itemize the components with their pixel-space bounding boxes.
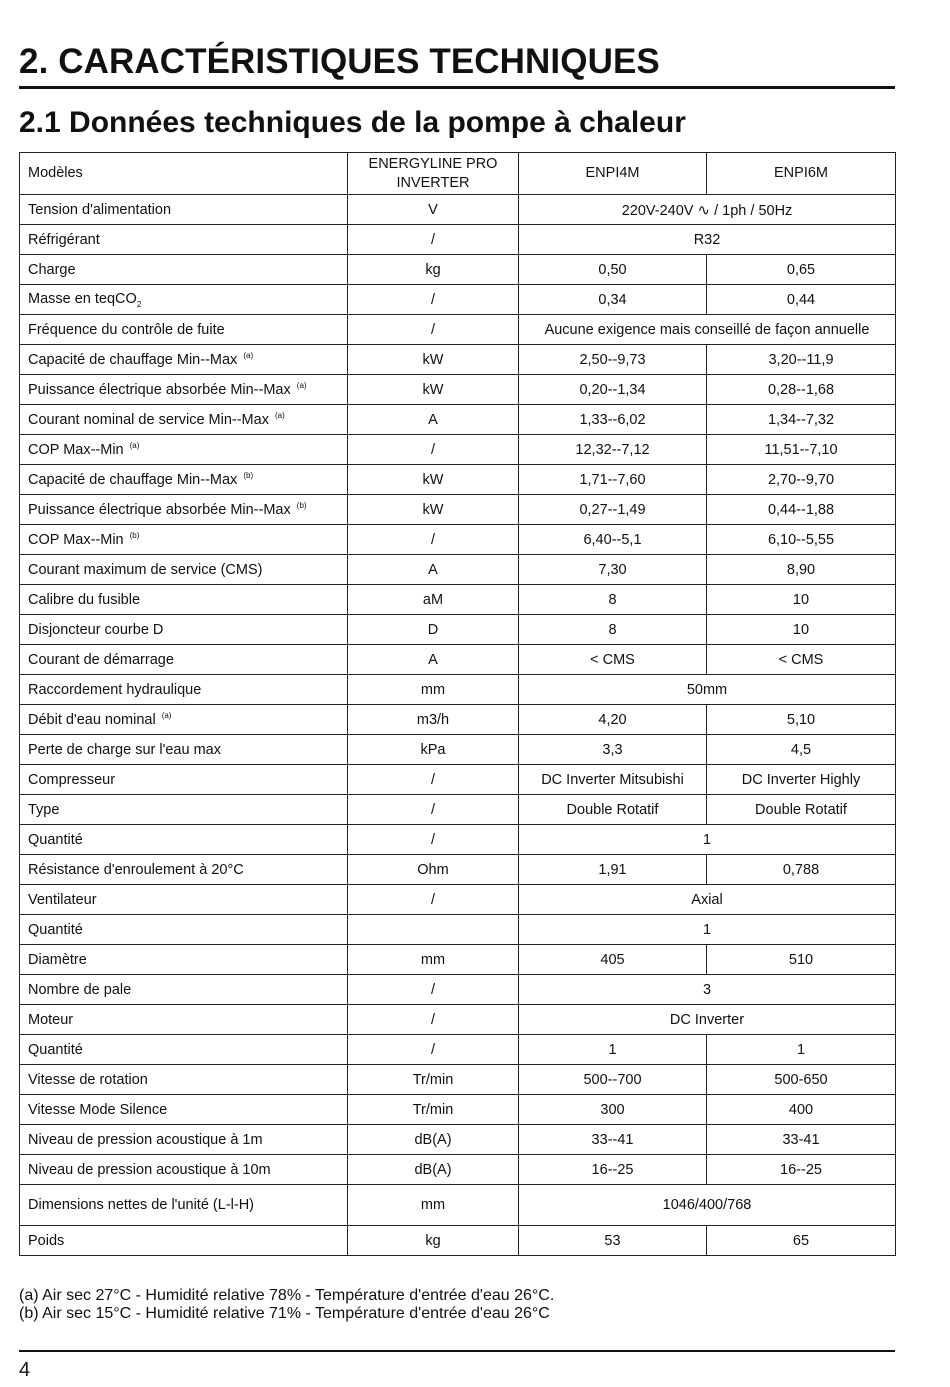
heading-rule	[19, 86, 895, 89]
row-label	[20, 615, 348, 645]
row-label-text: Poids	[28, 1232, 65, 1249]
row-label	[20, 1155, 348, 1185]
row-value-shared	[519, 825, 896, 855]
footnote-marker: (a)	[129, 441, 140, 450]
row-label-text: Résistance d'enroulement à 20°C	[28, 861, 244, 878]
table-row	[20, 615, 896, 645]
header-range	[348, 153, 519, 195]
table-row	[20, 585, 896, 615]
row-value-text: DC Inverter	[669, 1011, 745, 1028]
row-value-model-1: 1,71--7,60	[519, 465, 707, 495]
table-row	[20, 375, 896, 405]
row-value-model-1: 12,32--7,12	[519, 435, 707, 465]
row-value-model-2: 0,44	[707, 285, 896, 315]
row-label	[20, 435, 348, 465]
row-value-model-2: 2,70--9,70	[707, 465, 896, 495]
row-value-model-1: 8	[519, 585, 707, 615]
row-label	[20, 885, 348, 915]
row-value-model-2: < CMS	[707, 645, 896, 675]
row-label-text: Vitesse de rotation	[28, 1071, 148, 1088]
row-value-model-2: 0,65	[707, 255, 896, 285]
row-value-model-1: < CMS	[519, 645, 707, 675]
row-value-model-1: 405	[519, 945, 707, 975]
row-label	[20, 1226, 348, 1256]
row-value-model-2: 4,5	[707, 735, 896, 765]
row-label	[20, 375, 348, 405]
row-label-text: Puissance électrique absorbée Min--Max	[28, 502, 291, 518]
row-label	[20, 465, 348, 495]
row-label	[20, 915, 348, 945]
row-label	[20, 765, 348, 795]
row-label	[20, 1095, 348, 1125]
row-value-model-2: Double Rotatif	[707, 795, 896, 825]
row-label	[20, 315, 348, 345]
row-value-text: R32	[693, 231, 721, 248]
row-value-shared	[519, 1005, 896, 1035]
row-label-text: Capacité de chauffage Min--Max	[28, 472, 238, 488]
row-label-text: COP Max--Min	[28, 532, 124, 548]
row-label-text: Courant nominal de service Min--Max	[28, 412, 269, 428]
row-label-subscript: 2	[136, 299, 142, 309]
row-value-model-1: 16--25	[519, 1155, 707, 1185]
row-unit: Ohm	[348, 855, 519, 885]
row-value-model-1: Double Rotatif	[519, 795, 707, 825]
row-value-model-1: 6,40--5,1	[519, 525, 707, 555]
table-row	[20, 285, 896, 315]
row-value-text: 1046/400/768	[662, 1197, 752, 1213]
footnote-marker: (b)	[129, 531, 140, 540]
row-value-text: 220V-240V	[621, 202, 694, 219]
row-value-shared	[519, 1185, 896, 1226]
row-label-text: Capacité de chauffage Min--Max	[28, 352, 238, 368]
row-label	[20, 945, 348, 975]
header-range-line2: INVERTER	[396, 174, 470, 191]
row-unit: D	[348, 615, 519, 645]
footer-rule	[19, 1350, 895, 1352]
row-value-model-2: 8,90	[707, 555, 896, 585]
row-value-shared	[519, 315, 896, 345]
row-label-text: Calibre du fusible	[28, 591, 141, 608]
subsection-heading: 2.1 Données techniques de la pompe à chaleur	[19, 106, 686, 139]
row-unit: /	[348, 315, 519, 345]
row-label-text: Fréquence du contrôle de fuite	[28, 321, 225, 338]
row-unit: kg	[348, 255, 519, 285]
row-label	[20, 1185, 348, 1226]
row-unit: mm	[348, 1185, 519, 1226]
row-unit: dB(A)	[348, 1155, 519, 1185]
row-unit: /	[348, 765, 519, 795]
row-label-text: Vitesse Mode Silence	[28, 1101, 168, 1118]
row-value-text: 3	[702, 981, 712, 998]
row-value-model-1: 1	[519, 1035, 707, 1065]
row-value-text: 1	[702, 921, 712, 938]
row-unit: kW	[348, 465, 519, 495]
row-label-text: Quantité	[28, 831, 83, 848]
table-row	[20, 915, 896, 945]
row-value-model-1: 8	[519, 615, 707, 645]
row-value-model-1: 0,34	[519, 285, 707, 315]
row-label-text: Type	[28, 801, 60, 818]
row-value-model-1: 0,50	[519, 255, 707, 285]
row-unit: kg	[348, 1226, 519, 1256]
row-value-model-2: 5,10	[707, 705, 896, 735]
row-unit: kW	[348, 495, 519, 525]
row-label	[20, 525, 348, 555]
row-unit: A	[348, 645, 519, 675]
row-label	[20, 255, 348, 285]
header-label: Modèles	[20, 153, 348, 195]
table-row	[20, 195, 896, 225]
row-label-text: Compresseur	[28, 771, 116, 788]
table-row	[20, 675, 896, 705]
row-label	[20, 195, 348, 225]
table-header-row	[20, 153, 896, 195]
row-value-model-2: 400	[707, 1095, 896, 1125]
row-value-model-1: 2,50--9,73	[519, 345, 707, 375]
row-value-model-2: 1	[707, 1035, 896, 1065]
footnote-marker: (a)	[296, 381, 307, 390]
row-label	[20, 735, 348, 765]
row-value-text: 50mm	[686, 681, 728, 698]
row-value-model-1: DC Inverter Mitsubishi	[519, 765, 707, 795]
row-label-text: Dimensions nettes de l'unité (L-l-H)	[28, 1197, 254, 1213]
row-label	[20, 585, 348, 615]
row-value-model-2: 6,10--5,55	[707, 525, 896, 555]
row-value-model-2: 1,34--7,32	[707, 405, 896, 435]
header-model-2: ENPI6M	[707, 153, 896, 195]
row-value-model-2: 33-41	[707, 1125, 896, 1155]
table-row	[20, 525, 896, 555]
footnote-marker: (a)	[243, 351, 254, 360]
row-unit: /	[348, 525, 519, 555]
row-unit: /	[348, 285, 519, 315]
row-value-shared	[519, 975, 896, 1005]
row-label	[20, 705, 348, 735]
row-label-text: Charge	[28, 261, 76, 278]
footnote-a: (a) Air sec 27°C - Humidité relative 78% - Température d'entrée d'eau 26°C.	[19, 1287, 555, 1304]
row-unit: A	[348, 555, 519, 585]
row-label-text: Puissance électrique absorbée Min--Max	[28, 382, 291, 398]
row-value-model-2: 510	[707, 945, 896, 975]
row-value-model-1: 0,27--1,49	[519, 495, 707, 525]
row-label-text: Nombre de pale	[28, 981, 132, 998]
row-unit: kW	[348, 375, 519, 405]
row-value-model-2: 3,20--11,9	[707, 345, 896, 375]
row-label-text: Masse en teqCO	[28, 290, 137, 307]
table-row	[20, 255, 896, 285]
row-label-text: Moteur	[28, 1011, 74, 1028]
row-label	[20, 825, 348, 855]
row-value-model-1: 500--700	[519, 1065, 707, 1095]
row-label-text: Courant de démarrage	[28, 651, 174, 668]
row-unit: /	[348, 1035, 519, 1065]
row-label-text: COP Max--Min	[28, 442, 124, 458]
table-row	[20, 885, 896, 915]
footnote-marker: (a)	[274, 411, 285, 420]
table-row	[20, 435, 896, 465]
table-row	[20, 1035, 896, 1065]
table-row	[20, 975, 896, 1005]
row-unit	[348, 915, 519, 945]
row-label	[20, 1005, 348, 1035]
row-value-model-1: 53	[519, 1226, 707, 1256]
row-value-model-2: 11,51--7,10	[707, 435, 896, 465]
row-value-model-2: 10	[707, 615, 896, 645]
row-unit: kW	[348, 345, 519, 375]
row-value-text: 1	[702, 831, 712, 848]
row-label	[20, 1125, 348, 1155]
row-label	[20, 285, 348, 315]
row-unit: m3/h	[348, 705, 519, 735]
row-unit: /	[348, 975, 519, 1005]
row-value-text: Axial	[691, 891, 723, 908]
table-row	[20, 825, 896, 855]
row-label	[20, 225, 348, 255]
row-unit: A	[348, 405, 519, 435]
footnotes	[19, 1287, 554, 1323]
row-label-text: Réfrigérant	[28, 231, 100, 248]
row-label	[20, 1065, 348, 1095]
row-label-text: Perte de charge sur l'eau max	[28, 741, 221, 758]
row-value-model-1: 300	[519, 1095, 707, 1125]
row-value-shared	[519, 195, 896, 225]
row-unit: mm	[348, 675, 519, 705]
row-value-model-2: 16--25	[707, 1155, 896, 1185]
table-row	[20, 1095, 896, 1125]
table-row	[20, 1065, 896, 1095]
footnote-marker: (a)	[161, 711, 172, 720]
row-unit: mm	[348, 945, 519, 975]
row-label	[20, 855, 348, 885]
row-label	[20, 675, 348, 705]
row-value-model-1: 33--41	[519, 1125, 707, 1155]
row-unit: kPa	[348, 735, 519, 765]
table-row	[20, 1155, 896, 1185]
table-row	[20, 225, 896, 255]
header-model-1: ENPI4M	[519, 153, 707, 195]
row-value-model-2: DC Inverter Highly	[707, 765, 896, 795]
table-row	[20, 345, 896, 375]
table-row	[20, 555, 896, 585]
row-label-text: Quantité	[28, 921, 83, 938]
row-label-text: Tension d'alimentation	[28, 201, 172, 218]
table-row	[20, 645, 896, 675]
table-row	[20, 405, 896, 435]
row-value-model-1: 3,3	[519, 735, 707, 765]
row-unit: /	[348, 225, 519, 255]
row-label-text: Niveau de pression acoustique à 10m	[28, 1161, 271, 1178]
row-label-text: Niveau de pression acoustique à 1m	[28, 1131, 263, 1148]
table-row	[20, 765, 896, 795]
table-row	[20, 465, 896, 495]
footnote-marker: (b)	[243, 471, 254, 480]
row-label	[20, 1035, 348, 1065]
row-value-model-1: 0,20--1,34	[519, 375, 707, 405]
table-row	[20, 1125, 896, 1155]
row-unit: Tr/min	[348, 1065, 519, 1095]
row-value-model-2: 0,44--1,88	[707, 495, 896, 525]
table-row	[20, 735, 896, 765]
row-unit: /	[348, 795, 519, 825]
row-unit: /	[348, 825, 519, 855]
row-value-model-2: 0,788	[707, 855, 896, 885]
row-value-shared	[519, 885, 896, 915]
table-row	[20, 1226, 896, 1256]
row-value-model-1: 1,91	[519, 855, 707, 885]
row-label	[20, 495, 348, 525]
row-unit: /	[348, 435, 519, 465]
row-value-shared	[519, 915, 896, 945]
row-unit: dB(A)	[348, 1125, 519, 1155]
row-label	[20, 405, 348, 435]
footnote-marker: (b)	[296, 501, 307, 510]
row-label-text: Diamètre	[28, 951, 87, 968]
page-number: 4	[19, 1359, 31, 1381]
row-value-suffix: / 1ph / 50Hz	[714, 202, 793, 219]
row-value-shared	[519, 675, 896, 705]
row-unit: Tr/min	[348, 1095, 519, 1125]
row-value-model-2: 65	[707, 1226, 896, 1256]
row-unit: /	[348, 1005, 519, 1035]
table-row	[20, 795, 896, 825]
table-row	[20, 495, 896, 525]
header-range-line1: ENERGYLINE PRO	[368, 155, 498, 172]
row-label-text: Courant maximum de service (CMS)	[28, 561, 263, 578]
row-value-model-1: 7,30	[519, 555, 707, 585]
row-unit: V	[348, 195, 519, 225]
row-label-text: Débit d'eau nominal	[28, 712, 156, 728]
row-value-model-1: 1,33--6,02	[519, 405, 707, 435]
row-label	[20, 345, 348, 375]
row-label-text: Quantité	[28, 1041, 83, 1058]
specs-table	[19, 152, 896, 1256]
table-row	[20, 315, 896, 345]
ac-symbol-icon: ∿	[697, 201, 711, 219]
row-label	[20, 645, 348, 675]
row-value-model-2: 10	[707, 585, 896, 615]
footnote-b: (b) Air sec 15°C - Humidité relative 71% - Température d'entrée d'eau 26°C	[19, 1305, 550, 1322]
row-value-model-2: 0,28--1,68	[707, 375, 896, 405]
row-value-text: Aucune exigence mais conseillé de façon annuelle	[544, 321, 870, 338]
table-row	[20, 1005, 896, 1035]
table-row	[20, 1185, 896, 1226]
table-row	[20, 855, 896, 885]
row-value-model-1: 4,20	[519, 705, 707, 735]
row-label-text: Ventilateur	[28, 891, 97, 908]
row-value-model-2: 500-650	[707, 1065, 896, 1095]
row-label	[20, 555, 348, 585]
table-row	[20, 945, 896, 975]
row-value-shared	[519, 225, 896, 255]
row-label-text: Disjoncteur courbe D	[28, 621, 164, 638]
row-label-text: Raccordement hydraulique	[28, 681, 202, 698]
row-unit: aM	[348, 585, 519, 615]
row-label	[20, 975, 348, 1005]
row-label	[20, 795, 348, 825]
section-heading: 2. CARACTÉRISTIQUES TECHNIQUES	[19, 42, 660, 81]
table-row	[20, 705, 896, 735]
row-unit: /	[348, 885, 519, 915]
